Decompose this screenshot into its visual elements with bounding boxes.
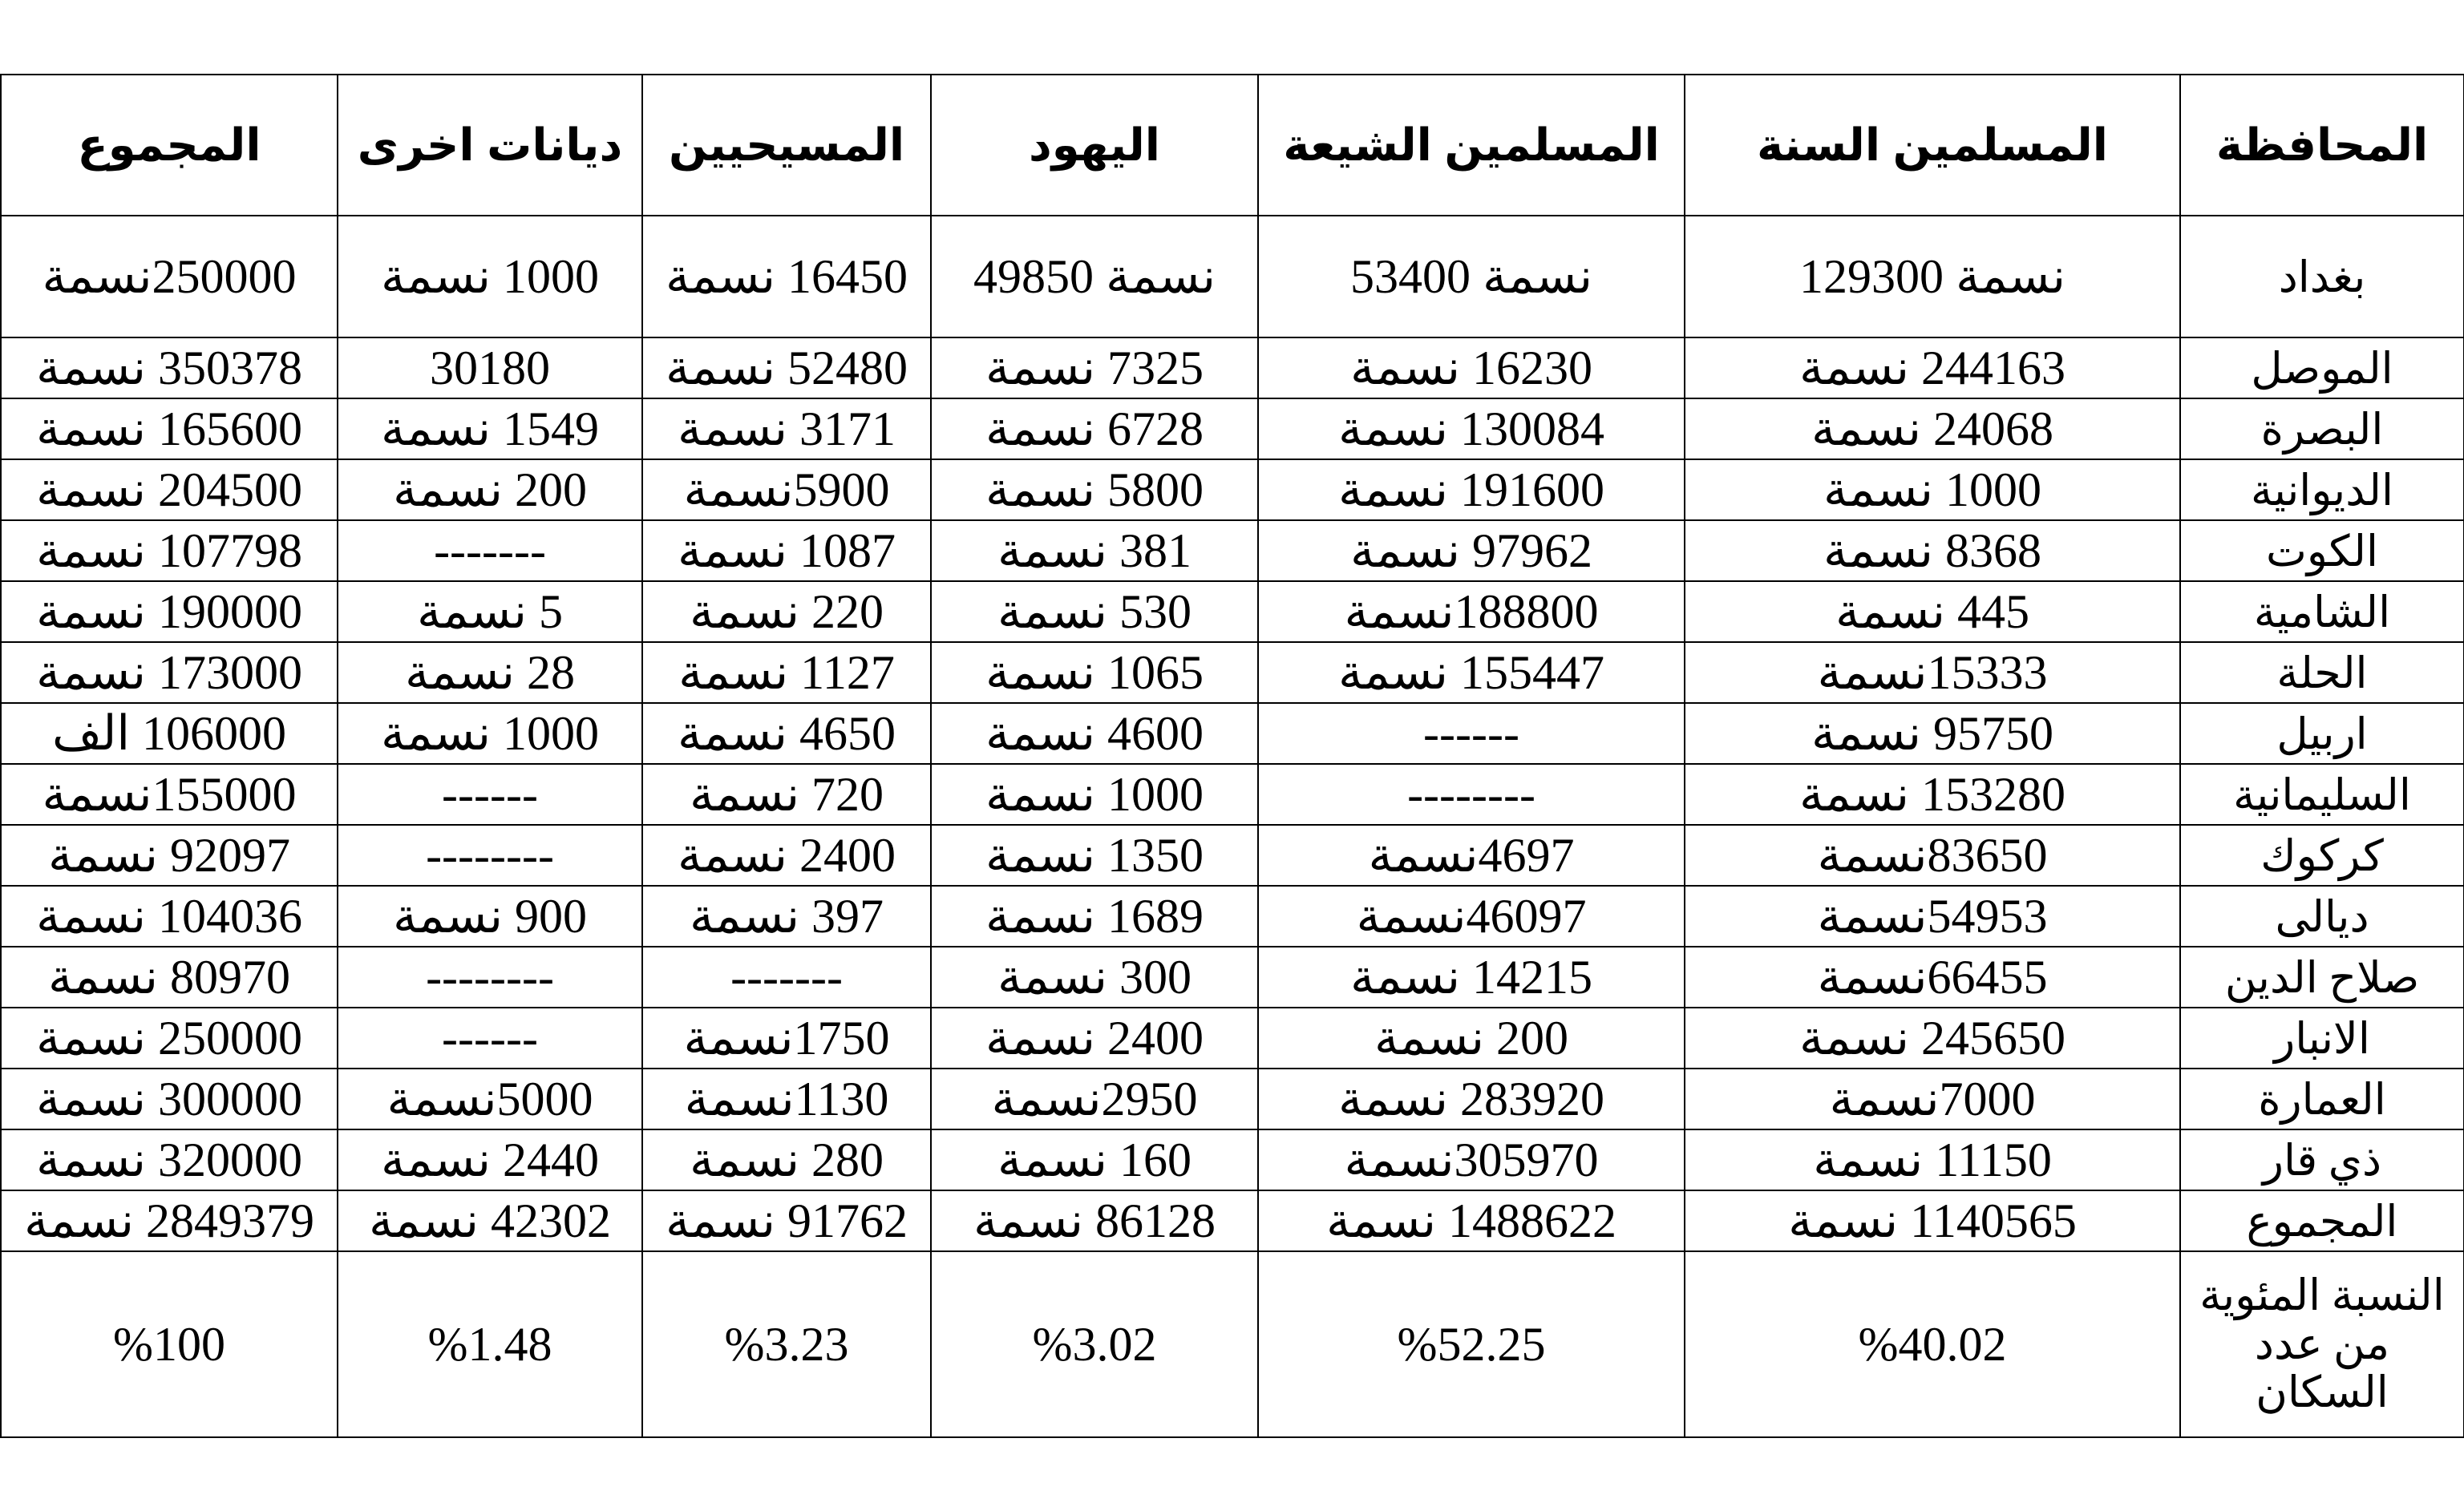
header-shia-muslims: المسلمين الشيعة: [1258, 75, 1685, 216]
total-cell: 204500 نسمة: [1, 459, 338, 520]
shia-cell: نسمة 53400: [1258, 216, 1685, 337]
total-cell: 190000 نسمة: [1, 581, 338, 642]
jews-cell: 5800 نسمة: [931, 459, 1258, 520]
table-row: [1, 1190, 2464, 1251]
sunni-cell: 95750 نسمة: [1685, 703, 2180, 764]
table-row: [1, 1069, 2464, 1129]
governorate-cell: اربيل: [2180, 703, 2464, 764]
shia-cell: 283920 نسمة: [1258, 1069, 1685, 1129]
header-other-religions: ديانات اخرى: [338, 75, 642, 216]
table-row: [1, 947, 2464, 1008]
jews-cell: 6728 نسمة: [931, 398, 1258, 459]
percentage-cell: %3.02: [931, 1251, 1258, 1437]
other-cell: 2440 نسمة: [338, 1129, 642, 1190]
table-row: [1, 459, 2464, 520]
jews-cell: 381 نسمة: [931, 520, 1258, 581]
jews-cell: 1065 نسمة: [931, 642, 1258, 703]
christians-cell: 52480 نسمة: [642, 337, 931, 398]
shia-cell: 191600 نسمة: [1258, 459, 1685, 520]
header-jews: اليهود: [931, 75, 1258, 216]
governorate-cell: الانبار: [2180, 1008, 2464, 1069]
christians-cell: 16450 نسمة: [642, 216, 931, 337]
jews-cell: 1689 نسمة: [931, 886, 1258, 947]
jews-cell: 1000 نسمة: [931, 764, 1258, 825]
table-row: [1, 703, 2464, 764]
shia-cell: 97962 نسمة: [1258, 520, 1685, 581]
governorate-cell: ديالى: [2180, 886, 2464, 947]
jews-cell: نسمة 49850: [931, 216, 1258, 337]
governorate-cell: البصرة: [2180, 398, 2464, 459]
sunni-cell: 7000نسمة: [1685, 1069, 2180, 1129]
sunni-cell: 15333نسمة: [1685, 642, 2180, 703]
governorate-cell: بغداد: [2180, 216, 2464, 337]
shia-cell: --------: [1258, 764, 1685, 825]
total-cell: 173000 نسمة: [1, 642, 338, 703]
shia-cell: 188800نسمة: [1258, 581, 1685, 642]
christians-cell: 720 نسمة: [642, 764, 931, 825]
sunni-cell: 1140565 نسمة: [1685, 1190, 2180, 1251]
shia-cell: 130084 نسمة: [1258, 398, 1685, 459]
other-cell: 1549 نسمة: [338, 398, 642, 459]
governorate-cell: الحلة: [2180, 642, 2464, 703]
percentage-cell: %1.48: [338, 1251, 642, 1437]
governorate-cell: السليمانية: [2180, 764, 2464, 825]
christians-cell: 4650 نسمة: [642, 703, 931, 764]
sunni-cell: 153280 نسمة: [1685, 764, 2180, 825]
population-by-religion-table: [0, 74, 2464, 1438]
sunni-cell: 245650 نسمة: [1685, 1008, 2180, 1069]
total-cell: 250000 نسمة: [1, 1008, 338, 1069]
other-cell: --------: [338, 825, 642, 886]
percentage-cell: %3.23: [642, 1251, 931, 1437]
total-cell: 350378 نسمة: [1, 337, 338, 398]
governorate-cell: كركوك: [2180, 825, 2464, 886]
christians-cell: -------: [642, 947, 931, 1008]
governorate-cell: الشامية: [2180, 581, 2464, 642]
shia-cell: 46097نسمة: [1258, 886, 1685, 947]
shia-cell: 14215 نسمة: [1258, 947, 1685, 1008]
shia-cell: 305970نسمة: [1258, 1129, 1685, 1190]
other-cell: 42302 نسمة: [338, 1190, 642, 1251]
shia-cell: 4697نسمة: [1258, 825, 1685, 886]
christians-cell: 397 نسمة: [642, 886, 931, 947]
other-cell: 30180: [338, 337, 642, 398]
jews-cell: 2950نسمة: [931, 1069, 1258, 1129]
table-row: [1, 216, 2464, 337]
governorate-cell: المجموع: [2180, 1190, 2464, 1251]
table-row: [1, 1129, 2464, 1190]
total-cell: 104036 نسمة: [1, 886, 338, 947]
header-christians: المسيحيين: [642, 75, 931, 216]
jews-cell: 160 نسمة: [931, 1129, 1258, 1190]
table-row: [1, 825, 2464, 886]
other-cell: -------: [338, 520, 642, 581]
other-cell: ------: [338, 764, 642, 825]
shia-cell: 1488622 نسمة: [1258, 1190, 1685, 1251]
other-cell: 1000 نسمة: [338, 703, 642, 764]
governorate-cell: الديوانية: [2180, 459, 2464, 520]
other-cell: ------: [338, 1008, 642, 1069]
sunni-cell: 445 نسمة: [1685, 581, 2180, 642]
jews-cell: 300 نسمة: [931, 947, 1258, 1008]
table-body: [1, 216, 2464, 1437]
percentage-cell: %40.02: [1685, 1251, 2180, 1437]
jews-cell: 2400 نسمة: [931, 1008, 1258, 1069]
shia-cell: 16230 نسمة: [1258, 337, 1685, 398]
total-cell: 155000نسمة: [1, 764, 338, 825]
table-row: [1, 581, 2464, 642]
shia-cell: 200 نسمة: [1258, 1008, 1685, 1069]
header-sunni-muslims: المسلمين السنة: [1685, 75, 2180, 216]
shia-cell: ------: [1258, 703, 1685, 764]
total-cell: 92097 نسمة: [1, 825, 338, 886]
percentage-cell: %52.25: [1258, 1251, 1685, 1437]
table-row: [1, 1008, 2464, 1069]
document-page: [0, 74, 2463, 1438]
other-cell: 5000نسمة: [338, 1069, 642, 1129]
other-cell: 200 نسمة: [338, 459, 642, 520]
jews-cell: 86128 نسمة: [931, 1190, 1258, 1251]
total-cell: 320000 نسمة: [1, 1129, 338, 1190]
christians-cell: 5900نسمة: [642, 459, 931, 520]
sunni-cell: 24068 نسمة: [1685, 398, 2180, 459]
christians-cell: 2400 نسمة: [642, 825, 931, 886]
percentage-row: [1, 1251, 2464, 1437]
governorate-cell: الموصل: [2180, 337, 2464, 398]
jews-cell: 530 نسمة: [931, 581, 1258, 642]
table-row: [1, 886, 2464, 947]
total-cell: 300000 نسمة: [1, 1069, 338, 1129]
christians-cell: 1130نسمة: [642, 1069, 931, 1129]
christians-cell: 1127 نسمة: [642, 642, 931, 703]
percentage-label: النسبة المئوية من عدد السكان: [2180, 1251, 2464, 1437]
sunni-cell: 8368 نسمة: [1685, 520, 2180, 581]
governorate-cell: الكوت: [2180, 520, 2464, 581]
header-governorate: المحافظة: [2180, 75, 2464, 216]
sunni-cell: 54953نسمة: [1685, 886, 2180, 947]
total-cell: 165600 نسمة: [1, 398, 338, 459]
sunni-cell: 11150 نسمة: [1685, 1129, 2180, 1190]
percentage-cell: %100: [1, 1251, 338, 1437]
sunni-cell: 244163 نسمة: [1685, 337, 2180, 398]
total-cell: 80970 نسمة: [1, 947, 338, 1008]
table-row: [1, 398, 2464, 459]
shia-cell: 155447 نسمة: [1258, 642, 1685, 703]
other-cell: --------: [338, 947, 642, 1008]
other-cell: 900 نسمة: [338, 886, 642, 947]
total-cell: 2849379 نسمة: [1, 1190, 338, 1251]
table-row: [1, 764, 2464, 825]
header-row: [1, 75, 2464, 216]
other-cell: 5 نسمة: [338, 581, 642, 642]
christians-cell: 3171 نسمة: [642, 398, 931, 459]
governorate-cell: صلاح الدين: [2180, 947, 2464, 1008]
christians-cell: 1087 نسمة: [642, 520, 931, 581]
sunni-cell: 83650نسمة: [1685, 825, 2180, 886]
total-cell: 107798 نسمة: [1, 520, 338, 581]
christians-cell: 91762 نسمة: [642, 1190, 931, 1251]
other-cell: 28 نسمة: [338, 642, 642, 703]
sunni-cell: 66455نسمة: [1685, 947, 2180, 1008]
table-row: [1, 520, 2464, 581]
christians-cell: 1750نسمة: [642, 1008, 931, 1069]
sunni-cell: 1000 نسمة: [1685, 459, 2180, 520]
sunni-cell: نسمة 129300: [1685, 216, 2180, 337]
governorate-cell: العمارة: [2180, 1069, 2464, 1129]
christians-cell: 220 نسمة: [642, 581, 931, 642]
total-cell: 106000 الف: [1, 703, 338, 764]
total-cell: 250000نسمة: [1, 216, 338, 337]
header-total: المجموع: [1, 75, 338, 216]
jews-cell: 7325 نسمة: [931, 337, 1258, 398]
table-row: [1, 642, 2464, 703]
other-cell: 1000 نسمة: [338, 216, 642, 337]
governorate-cell: ذي قار: [2180, 1129, 2464, 1190]
christians-cell: 280 نسمة: [642, 1129, 931, 1190]
table-row: [1, 337, 2464, 398]
jews-cell: 1350 نسمة: [931, 825, 1258, 886]
jews-cell: 4600 نسمة: [931, 703, 1258, 764]
